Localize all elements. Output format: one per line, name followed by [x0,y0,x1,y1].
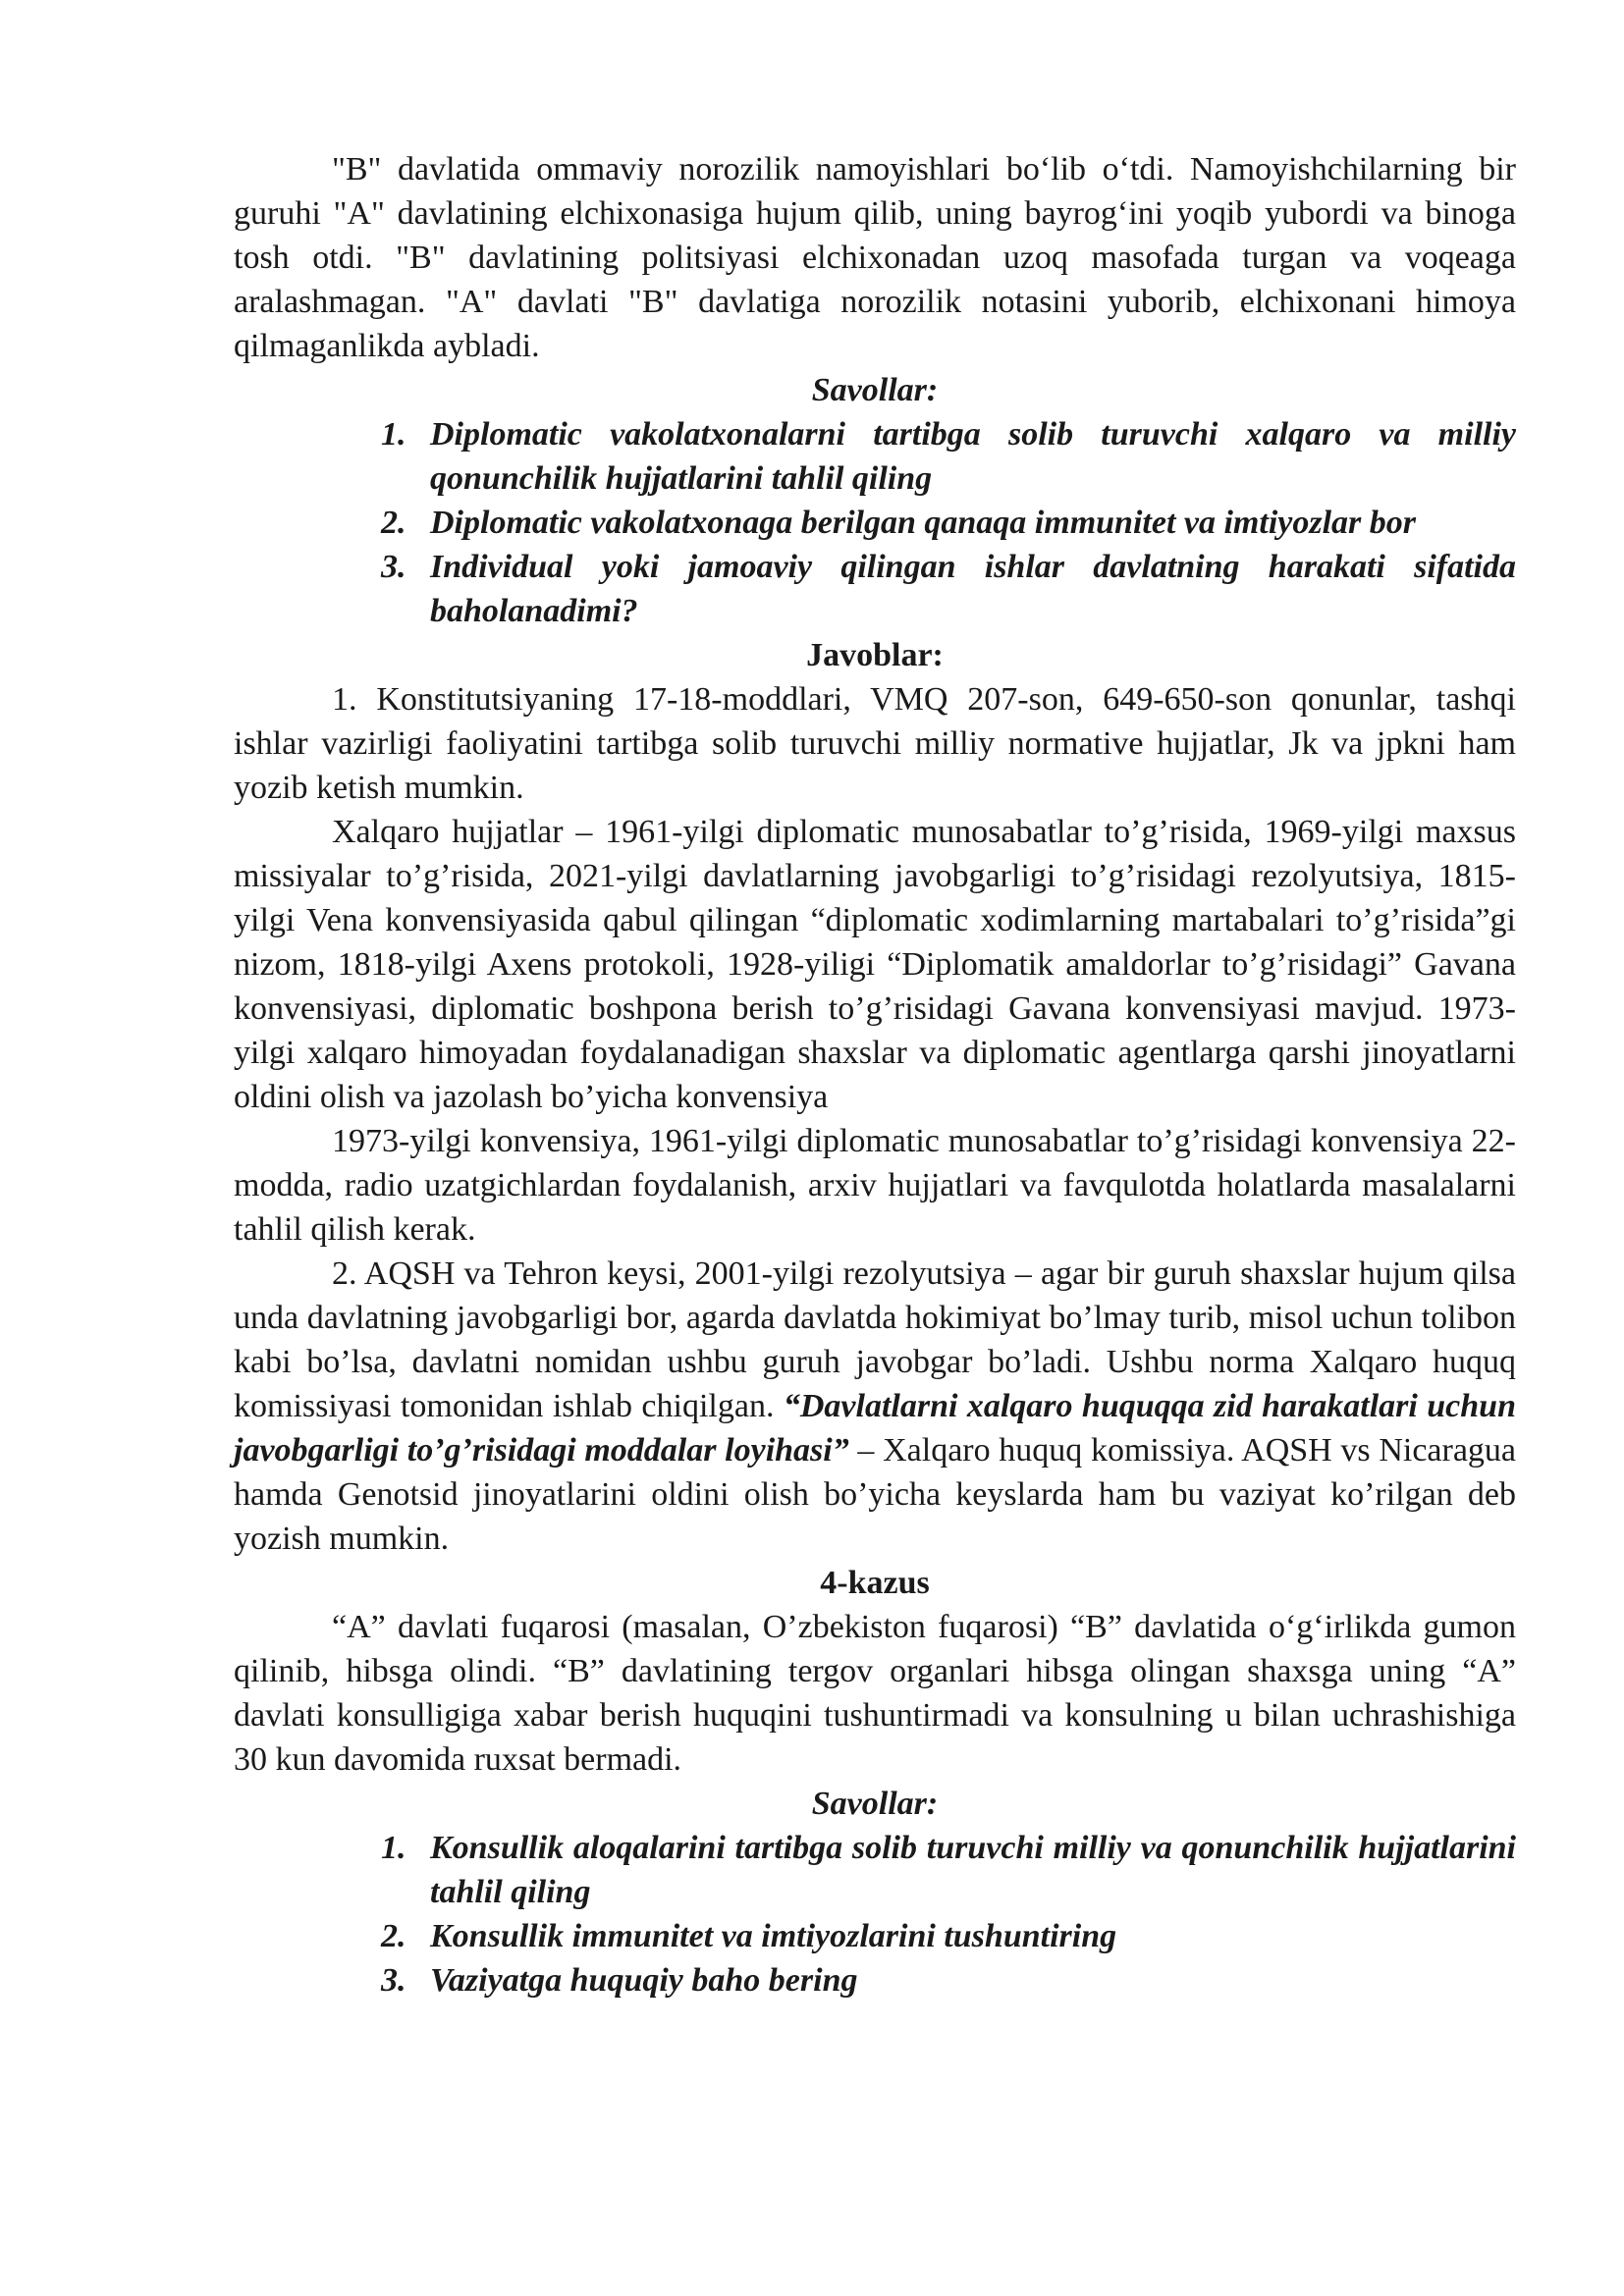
answer-paragraph-1: 1. Konstitutsiyaning 17-18-moddlari, VMQ 207-son, 649-650-son qonunlar, tashqi ishlar vazirligi faoliyatini tartibga solib turuvchi milliy normative hujjatlar, Jk va jpkni ham yozib ketish mumkin. [234,681,1516,806]
case3-answers-heading: Javoblar: [806,637,944,673]
question-number: 2. [381,505,406,541]
case4-questions-heading: Savollar: [811,1786,939,1822]
case3-questions-heading: Savollar: [811,372,939,408]
case3-question-2 [234,501,1516,545]
case4-question-1 [234,1826,1516,1914]
question-text: Konsullik immunitet va imtiyozlarini tushuntiring [430,1918,1117,1954]
case4-questions-list [234,1826,1516,2002]
question-number: 1. [381,416,406,453]
answer-paragraph-3: 1973-yilgi konvensiya, 1961-yilgi diplomatic munosabatlar to’g’risidagi konvensiya 22-modda, radio uzatgichlardan foydalanish, arxiv hujjatlari va favqulotda holatlarda masalalarni tahlil qilish kerak. [234,1123,1516,1248]
question-text: Konsullik aloqalarini tartibga solib turuvchi milliy va qonunchilik hujjatlarini tahlil qiling [430,1830,1516,1910]
answer-paragraph-4-text: 2. AQSH va Tehron keysi, 2001-yilgi rezolyutsiya – agar bir guruh shaxslar hujum qilsa unda davlatning javobgarligi bor, agarda davlatda hokimiyat bo’lmay turib, misol uchun tolibon kabi bo’lsa, davlatni nomidan ushbu guruh javobgar bo’ladi. Ushbu norma Xalqaro huquq komissiyasi tomonidan ishlab chiqilgan. [234,1255,1516,1424]
case3-intro: "B" davlatida ommaviy norozilik namoyishlari bo‘lib o‘tdi. Namoyishchilarning bir guruhi "A" davlatining elchixonasiga hujum qilib, uning bayrog‘ini yoqib yubordi va binoga tosh otdi. "B" davlatining politsiyasi elchixonadan uzoq masofada turgan va voqeaga aralashmagan. "A" davlati "B" davlatiga norozilik notasini yuborib, elchixonani himoya qilmaganlikda aybladi. [234,151,1516,364]
case3-question-1 [234,412,1516,501]
case4-intro: “A” davlati fuqarosi (masalan, O’zbekiston fuqarosi) “B” davlatida o‘g‘irlikda gumon qilinib, hibsga olindi. “B” davlatining tergov organlari hibsga olingan shaxsga uning “A” davlati konsulligiga xabar berish huquqini tushuntirmadi va konsulning u bilan uchrashishiga 30 kun davomida ruxsat bermadi. [234,1609,1516,1778]
question-text: Individual yoki jamoaviy qilingan ishlar davlatning harakati sifatida baholanadimi? [430,549,1516,629]
question-text: Diplomatic vakolatxonalarni tartibga solib turuvchi xalqaro va milliy qonunchilik hujjatlarini tahlil qiling [430,416,1516,497]
case4-question-3 [234,1958,1516,2002]
case4-heading: 4-kazus [820,1565,930,1601]
answer-paragraph-4-tail: – Xalqaro huquq komissiya. AQSH vs Nicaragua hamda Genotsid jinoyatlarini oldini olish bo’yicha keyslarda ham bu vaziyat ko’rilgan deb yozish mumkin. [234,1432,1516,1557]
answer-paragraph-2: Xalqaro hujjatlar – 1961-yilgi diplomatic munosabatlar to’g’risida, 1969-yilgi maxsus missiyalar to’g’risida, 2021-yilgi davlatlarning javobgarligi to’g’risidagi rezolyutsiya, 1815-yilgi Vena konvensiyasida qabul qilingan “diplomatic xodimlarning martabalari to’g’risida”gi nizom, 1818-yilgi Axens protokoli, 1928-yiligi “Diplomatik amaldorlar to’g’risidagi” Gavana konvensiyasi, diplomatic boshpona berish to’g’risidagi Gavana konvensiyasi mavjud. 1973-yilgi xalqaro himoyadan foydalanadigan shaxslar va diplomatic agentlarga qarshi jinoyatlarni oldini olish va jazolash bo’yicha konvensiya [234,814,1516,1115]
question-text: Vaziyatga huquqiy baho bering [430,1962,858,1999]
question-number: 3. [381,1962,406,1999]
document-page [234,147,1516,2002]
question-number: 2. [381,1918,406,1954]
question-number: 3. [381,549,406,585]
question-text: Diplomatic vakolatxonaga berilgan qanaqa immunitet va imtiyozlar bor [430,505,1416,541]
answer-paragraph-4 [234,1252,1516,1561]
question-number: 1. [381,1830,406,1866]
case3-question-3 [234,545,1516,633]
draft-articles-title: “Davlatlarni xalqaro huquqqa zid harakatlari uchun javobgarligi to’g’risidagi moddalar loyihasi” [234,1388,1516,1468]
case4-question-2 [234,1914,1516,1958]
case3-questions-list [234,412,1516,633]
